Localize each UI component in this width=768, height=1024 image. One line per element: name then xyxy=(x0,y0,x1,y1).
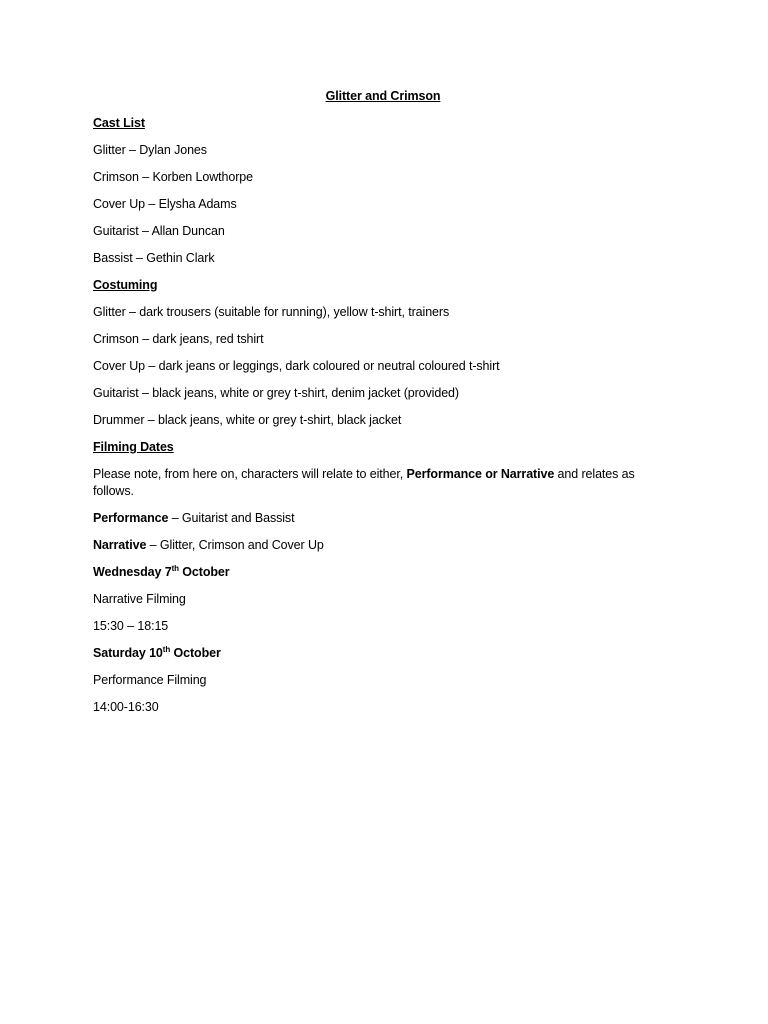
cast-entry xyxy=(93,169,673,185)
filming-note xyxy=(93,466,673,500)
schedule-time: 15:30 – 18:15 xyxy=(93,619,169,633)
schedule-type: Performance Filming xyxy=(93,673,207,687)
date-ordinal: th xyxy=(162,644,171,654)
document-title: Glitter and Crimson xyxy=(325,89,441,103)
cast-separator: – xyxy=(132,251,147,265)
document-body xyxy=(93,88,673,726)
filming-dates-heading: Filming Dates xyxy=(93,440,174,454)
performance-label: Performance xyxy=(93,511,169,525)
costume-entry: Drummer – black jeans, white or grey t-shirt, black jacket xyxy=(93,413,402,427)
costume-entry: Crimson – dark jeans, red tshirt xyxy=(93,332,264,346)
schedule-date xyxy=(93,564,673,580)
cast-entry xyxy=(93,196,673,212)
cast-role: Crimson xyxy=(93,170,139,184)
cast-role: Bassist xyxy=(93,251,133,265)
costume-entry: Cover Up – dark jeans or leggings, dark coloured or neutral coloured t-shirt xyxy=(93,359,500,373)
schedule-date xyxy=(93,645,673,661)
cast-list-heading: Cast List xyxy=(93,116,145,130)
date-month: October xyxy=(170,646,221,660)
narrative-line xyxy=(93,537,673,553)
cast-entry xyxy=(93,142,673,158)
narrative-label: Narrative xyxy=(93,538,147,552)
note-text: Please note, from here on, characters will relate to either, xyxy=(93,467,407,481)
date-month: October xyxy=(178,565,230,579)
schedule-time: 14:00-16:30 xyxy=(93,700,159,714)
note-text: and relates as follows. xyxy=(93,467,635,498)
cast-separator: – xyxy=(138,224,152,238)
date-ordinal: th xyxy=(171,563,179,573)
cast-role: Guitarist xyxy=(93,224,139,238)
cast-separator: – xyxy=(138,170,153,184)
cast-role: Cover Up xyxy=(93,197,145,211)
performance-text: – Guitarist and Bassist xyxy=(168,511,295,525)
schedule-type: Narrative Filming xyxy=(93,592,186,606)
performance-line xyxy=(93,510,673,526)
cast-actor: Dylan Jones xyxy=(139,143,207,157)
cast-separator: – xyxy=(125,143,140,157)
date-text: Saturday 10 xyxy=(93,646,163,660)
cast-entry xyxy=(93,250,673,266)
costume-entry: Guitarist – black jeans, white or grey t-shirt, denim jacket (provided) xyxy=(93,386,459,400)
costume-entry: Glitter – dark trousers (suitable for running), yellow t-shirt, trainers xyxy=(93,305,450,319)
costuming-heading: Costuming xyxy=(93,278,158,292)
narrative-text: – Glitter, Crimson and Cover Up xyxy=(146,538,324,552)
cast-actor: Korben Lowthorpe xyxy=(152,170,254,184)
cast-separator: – xyxy=(145,197,159,211)
cast-actor: Allan Duncan xyxy=(151,224,225,238)
cast-role: Glitter xyxy=(93,143,126,157)
date-text: Wednesday 7 xyxy=(93,565,172,579)
cast-actor: Gethin Clark xyxy=(146,251,215,265)
cast-entry xyxy=(93,223,673,239)
note-emphasis: Performance or Narrative xyxy=(406,467,555,481)
cast-actor: Elysha Adams xyxy=(158,197,237,211)
